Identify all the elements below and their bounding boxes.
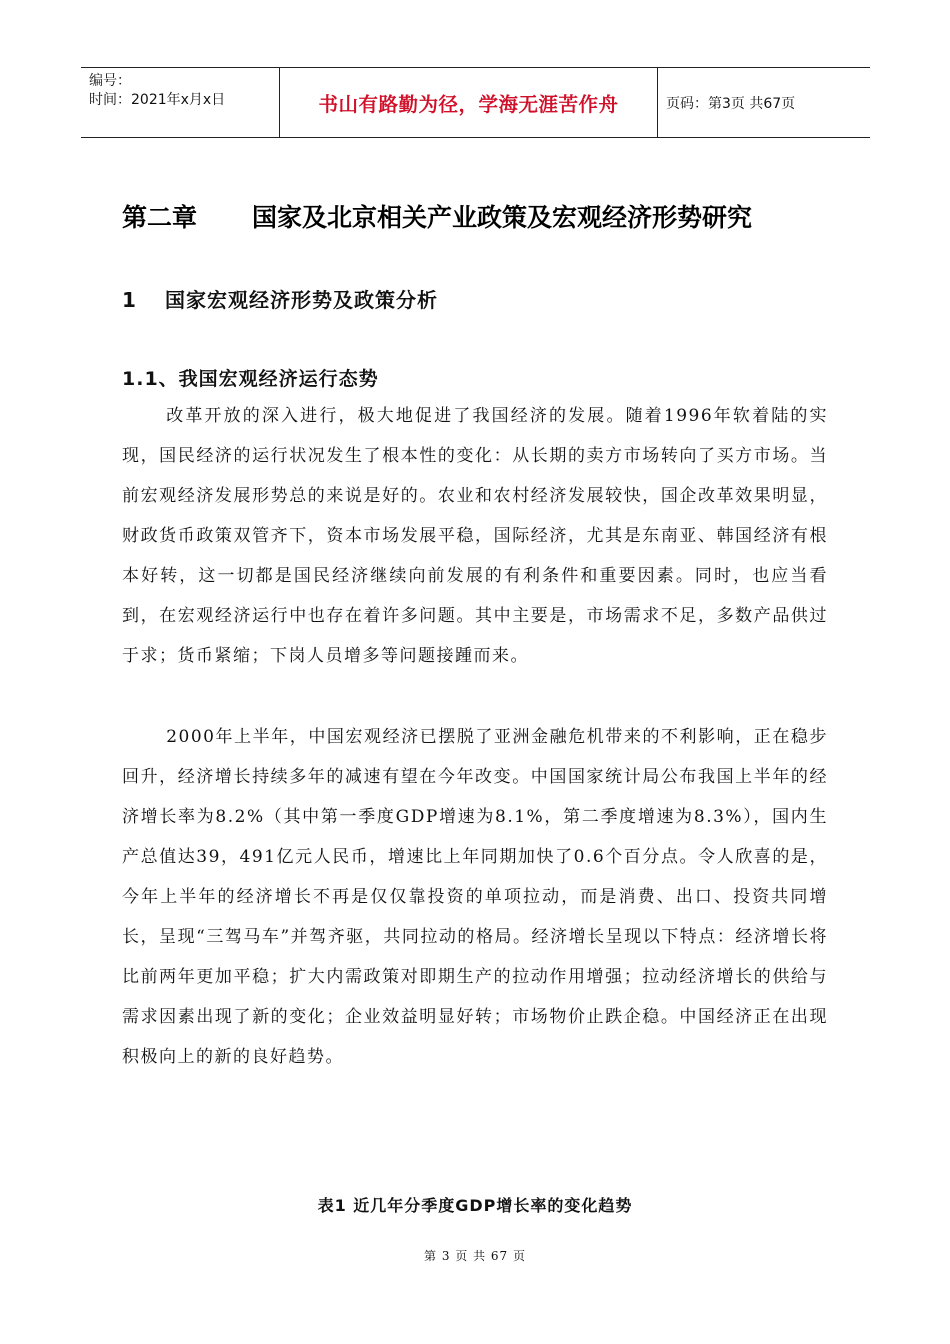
page-footer: 第 3 页 共 67 页 (424, 1249, 526, 1263)
page-header (81, 67, 870, 138)
section-title: 国家宏观经济形势及政策分析 (165, 288, 438, 312)
table-caption: 表1 近几年分季度GDP增长率的变化趋势 (317, 1196, 633, 1215)
chapter-heading (122, 198, 752, 234)
section-number: 1 (122, 288, 137, 312)
serial-label: 编号： (89, 73, 131, 89)
body-paragraph: 2000年上半年，中国宏观经济已摆脱了亚洲金融危机带来的不利影响，正在稳步回升，经济增长持续多年的减速有望在今年改变。中国国家统计局公布我国上半年的经济增长率为8.2%（其中第一季度GDP增速为8.1%，第二季度增速为8.3%），国内生产总值达39，491亿元人民币，增速比上年同期加快了0.6个百分点。令人欣喜的是，今年上半年的经济增长不再是仅仅靠投资的单项拉动，而是消费、出口、投资共同增长，呈现“三驾马车”并驾齐驱，共同拉动的格局。经济增长呈现以下特点：经济增长将比前两年更加平稳；扩大内需政策对即期生产的拉动作用增强；拉动经济增长的供给与需求因素出现了新的变化；企业效益明显好转；市场物价止跌企稳。中国经济正在出现积极向上的新的良好趋势。 (122, 727, 828, 1067)
header-meta (81, 68, 280, 137)
header-motto: 书山有路勤为径，学海无涯苦作舟 (280, 68, 658, 137)
header-page-info: 页码：第3页 共67页 (666, 95, 796, 112)
subsection-heading: 1.1、我国宏观经济运行态势 (122, 368, 379, 390)
chapter-number: 第二章 (122, 203, 198, 232)
chapter-title: 国家及北京相关产业政策及宏观经济形势研究 (252, 203, 753, 232)
section-heading (122, 284, 438, 313)
date-label: 时间：2021年x月x日 (89, 92, 226, 108)
body-paragraph: 改革开放的深入进行，极大地促进了我国经济的发展。随着1996年软着陆的实现，国民经济的运行状况发生了根本性的变化：从长期的卖方市场转向了买方市场。当前宏观经济发展形势总的来说是好的。农业和农村经济发展较快，国企改革效果明显，财政货币政策双管齐下，资本市场发展平稳，国际经济，尤其是东南亚、韩国经济有根本好转，这一切都是国民经济继续向前发展的有利条件和重要因素。同时，也应当看到，在宏观经济运行中也存在着许多问题。其中主要是，市场需求不足，多数产品供过于求；货币紧缩；下岗人员增多等问题接踵而来。 (122, 406, 828, 666)
